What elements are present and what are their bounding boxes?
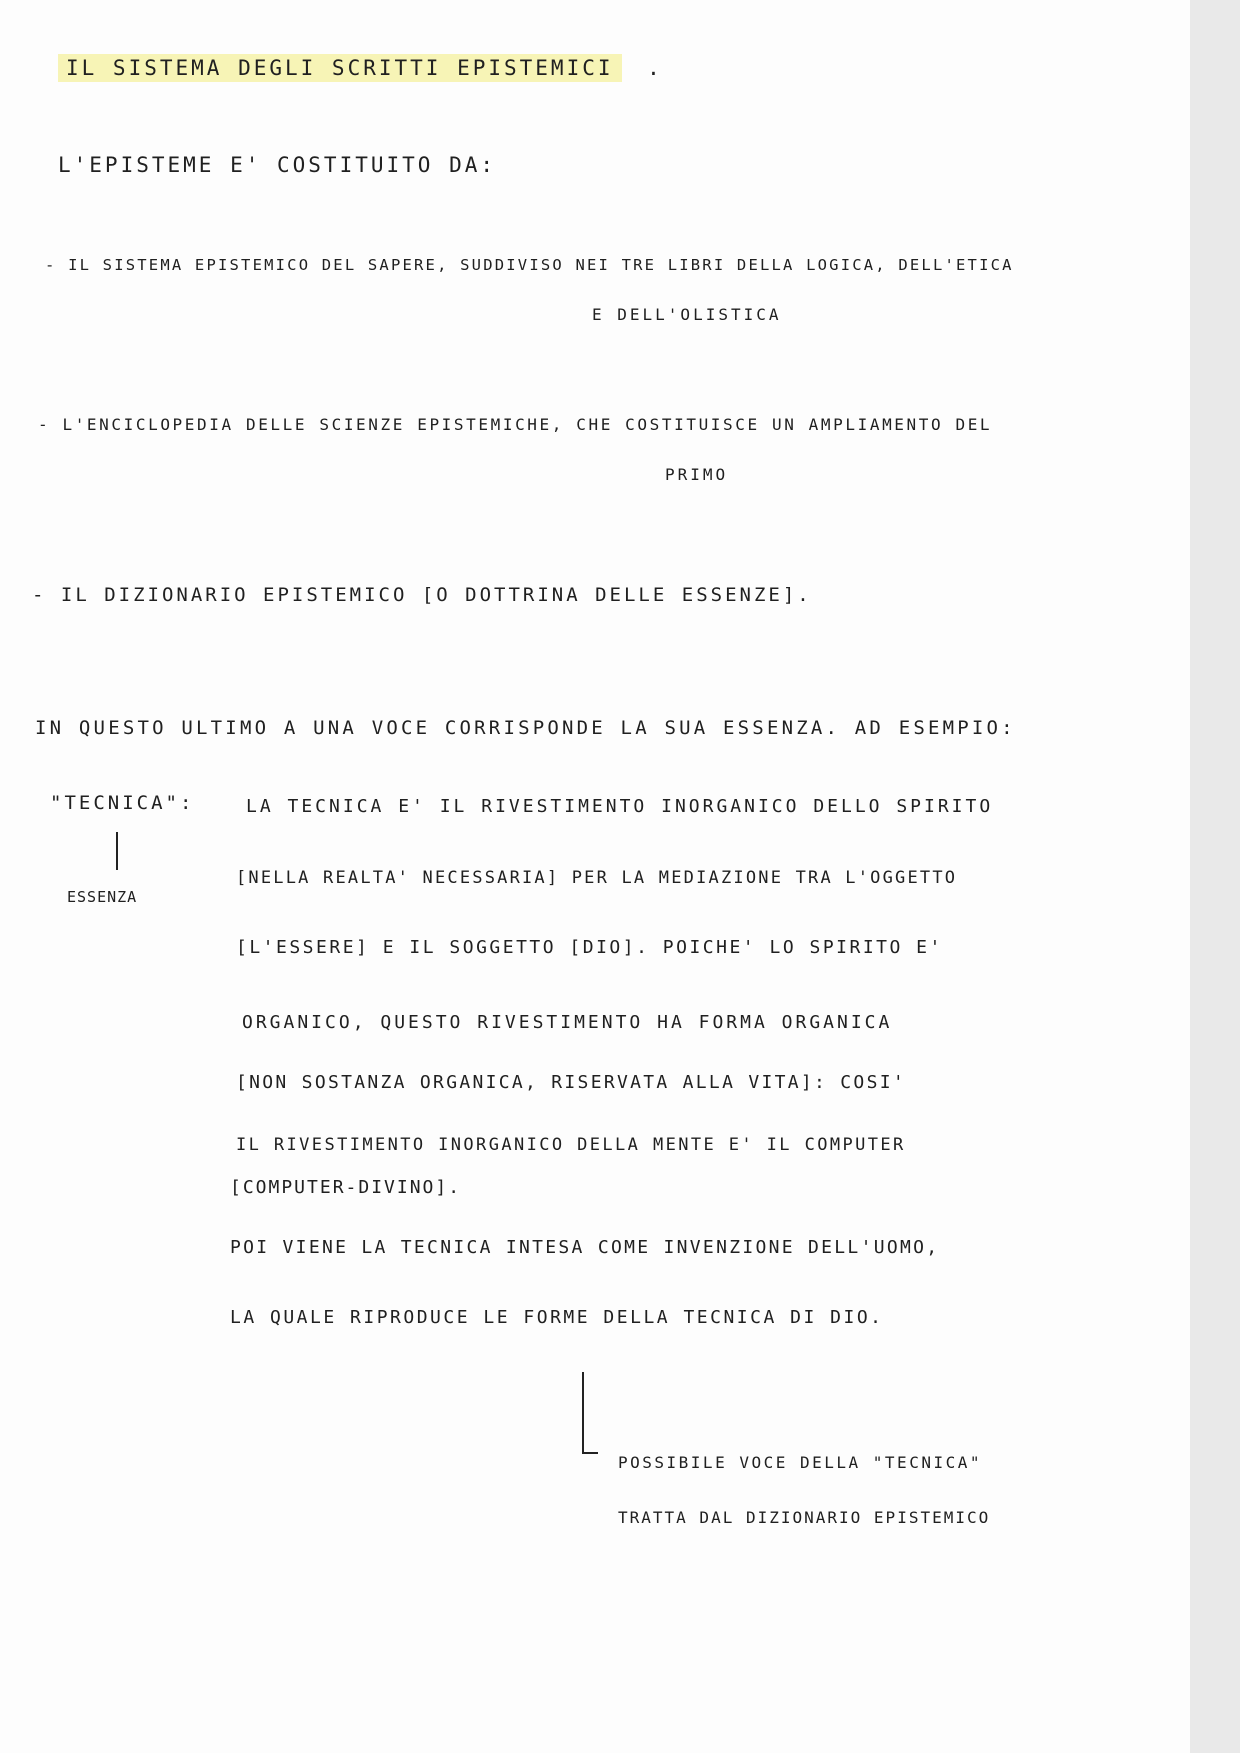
definition-line-9: LA QUALE RIPRODUCE LE FORME DELLA TECNICA DI DIO. <box>230 1307 884 1328</box>
essence-label: ESSENZA <box>67 888 138 906</box>
list-item-2-line1: - L'ENCICLOPEDIA DELLE SCIENZE EPISTEMICHE, CHE COSTITUISCE UN AMPLIAMENTO DEL <box>38 415 993 434</box>
caption-bracket-horizontal <box>582 1452 598 1454</box>
title-highlight: IL SISTEMA DEGLI SCRITTI EPISTEMICI <box>58 54 622 82</box>
page-title <box>58 55 663 81</box>
essence-connector <box>116 832 118 870</box>
definition-line-6: IL RIVESTIMENTO INORGANICO DELLA MENTE E' IL COMPUTER <box>236 1135 906 1155</box>
caption-bracket-vertical <box>582 1372 584 1454</box>
caption-line-2: TRATTA DAL DIZIONARIO EPISTEMICO <box>618 1508 991 1527</box>
list-item-2-line2: PRIMO <box>665 465 729 484</box>
caption-line-1: POSSIBILE VOCE DELLA "TECNICA" <box>618 1453 982 1472</box>
definition-line-8: POI VIENE LA TECNICA INTESA COME INVENZIONE DELL'UOMO, <box>230 1237 940 1258</box>
list-item-3: - IL DIZIONARIO EPISTEMICO [O DOTTRINA DELLE ESSENZE]. <box>32 584 812 606</box>
title-suffix: . <box>647 56 663 80</box>
list-item-1-line2: E DELL'OLISTICA <box>592 305 782 324</box>
definition-line-3: [L'ESSERE] E IL SOGGETTO [DIO]. POICHE' LO SPIRITO E' <box>236 937 943 958</box>
entry-term: "TECNICA": <box>50 792 195 814</box>
definition-line-4: ORGANICO, QUESTO RIVESTIMENTO HA FORMA ORGANICA <box>242 1012 893 1033</box>
intro-line: L'EPISTEME E' COSTITUITO DA: <box>58 153 497 177</box>
definition-line-2: [NELLA REALTA' NECESSARIA] PER LA MEDIAZIONE TRA L'OGGETTO <box>236 868 958 888</box>
definition-line-7: [COMPUTER-DIVINO]. <box>230 1177 462 1198</box>
definition-line-5: [NON SOSTANZA ORGANICA, RISERVATA ALLA VITA]: COSI' <box>236 1072 906 1093</box>
list-item-1-line1: - IL SISTEMA EPISTEMICO DEL SAPERE, SUDDIVISO NEI TRE LIBRI DELLA LOGICA, DELL'ETICA <box>45 256 1014 274</box>
example-intro: IN QUESTO ULTIMO A UNA VOCE CORRISPONDE LA SUA ESSENZA. AD ESEMPIO: <box>35 717 1016 739</box>
definition-line-1: LA TECNICA E' IL RIVESTIMENTO INORGANICO DELLO SPIRITO <box>246 796 994 817</box>
